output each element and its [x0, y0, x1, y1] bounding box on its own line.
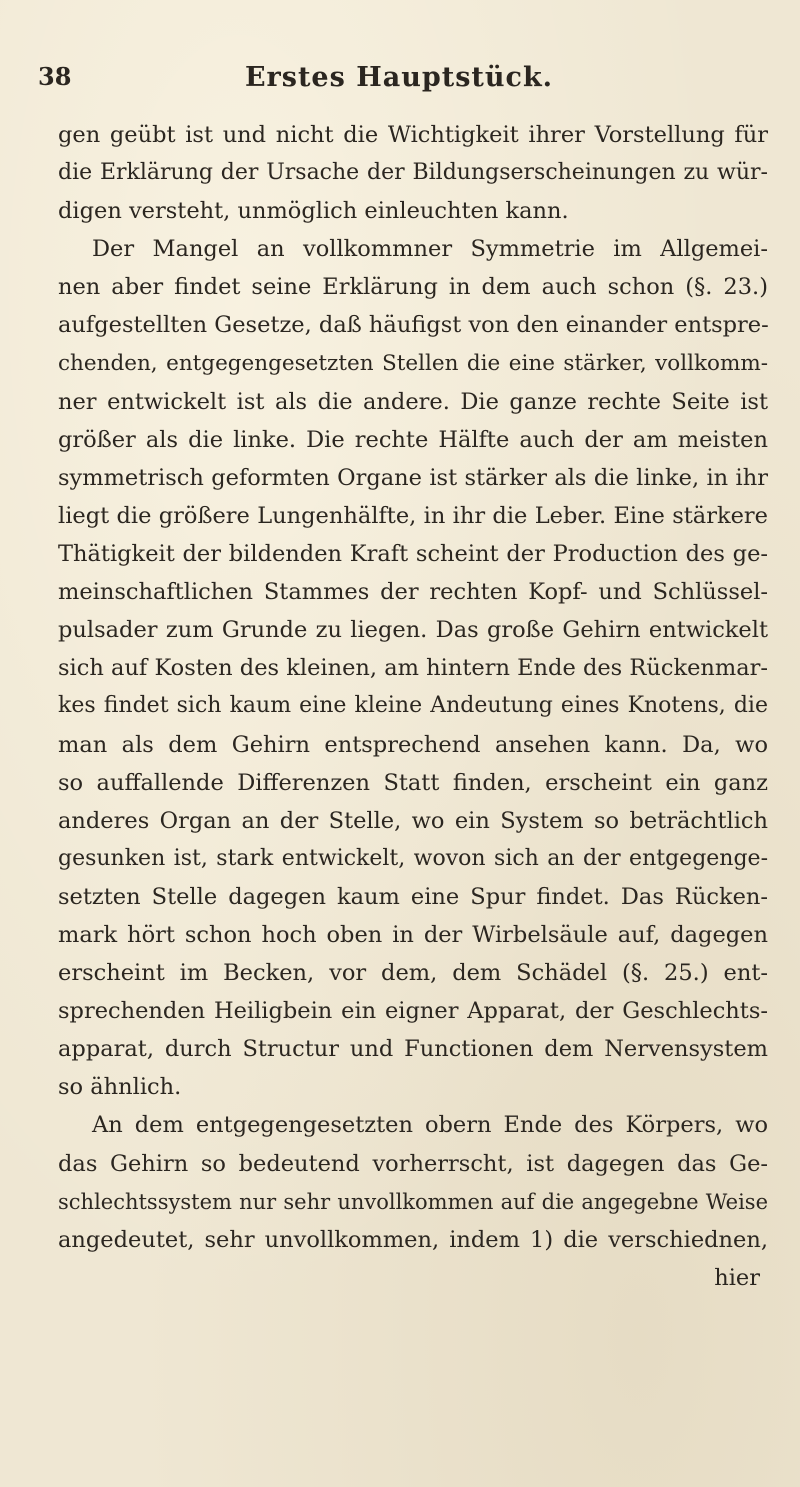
page-number: 38 [38, 62, 72, 91]
text-line: meinschaftlichen Stammes der rechten Kopf- und Schlüssel- [58, 579, 768, 606]
text-line: kes findet sich kaum eine kleine Andeutung eines Knotens, die [58, 693, 768, 719]
text-line: liegt die größere Lungenhälfte, in ihr die Leber. Eine stärkere [58, 502, 768, 529]
text-line: anderes Organ an der Stelle, wo ein System so beträchtlich [58, 807, 768, 834]
text-line: chenden, entgegengesetzten Stellen die eine stärker, vollkomm- [58, 350, 768, 376]
text-line: setzten Stelle dagegen kaum eine Spur findet. Das Rücken- [58, 883, 768, 910]
text-line: An dem entgegengesetzten obern Ende des Körpers, wo [92, 1112, 768, 1139]
text-line: sprechenden Heiligbein ein eigner Apparat, der Geschlechts- [58, 998, 768, 1025]
text-line: digen versteht, unmöglich einleuchten kann. [58, 198, 569, 225]
text-line: apparat, durch Structur und Functionen dem Nervensystem [58, 1036, 768, 1063]
page-header [38, 62, 760, 102]
text-line: Thätigkeit der bildenden Kraft scheint der Production des ge- [58, 541, 768, 568]
text-line: Der Mangel an vollkommner Symmetrie im Allgemei- [92, 236, 768, 263]
text-line: größer als die linke. Die rechte Hälfte auch der am meisten [58, 426, 768, 453]
text-line: sich auf Kosten des kleinen, am hintern Ende des Rückenmar- [58, 655, 768, 682]
text-line: pulsader zum Grunde zu liegen. Das große Gehirn entwickelt [58, 617, 768, 644]
text-line: nen aber findet seine Erklärung in dem auch schon (§. 23.) [58, 274, 768, 301]
text-line: die Erklärung der Ursache der Bildungserscheinungen zu wür- [58, 160, 768, 186]
text-line: so auffallende Differenzen Statt finden, erscheint ein ganz [58, 769, 768, 796]
text-line: aufgestellten Gesetze, daß häufigst von den einander entspre- [58, 312, 769, 339]
text-line: gesunken ist, stark entwickelt, wovon sich an der entgegenge- [58, 845, 768, 871]
text-line: ner entwickelt ist als die andere. Die ganze rechte Seite ist [58, 388, 768, 415]
text-line: gen geübt ist und nicht die Wichtigkeit ihrer Vorstellung für [58, 122, 768, 148]
text-line: so ähnlich. [58, 1074, 182, 1101]
text-line: symmetrisch geformten Organe ist stärker als die linke, in ihr [58, 464, 768, 491]
text-line: angedeutet, sehr unvollkommen, indem 1) die verschiednen, [58, 1226, 768, 1253]
text-line: mark hört schon hoch oben in der Wirbelsäule auf, dagegen [58, 921, 768, 948]
catchword: hier [714, 1264, 760, 1291]
text-line: erscheint im Becken, vor dem, dem Schädel (§. 25.) ent- [58, 960, 768, 987]
running-head: Erstes Hauptstück. [244, 62, 554, 93]
text-line: man als dem Gehirn entsprechend ansehen kann. Da, wo [58, 731, 768, 758]
text-line: schlechtssystem nur sehr unvollkommen auf die angegebne Weise [58, 1189, 768, 1214]
body-text [58, 116, 768, 1297]
text-line: das Gehirn so bedeutend vorherrscht, ist dagegen das Ge- [58, 1150, 768, 1177]
